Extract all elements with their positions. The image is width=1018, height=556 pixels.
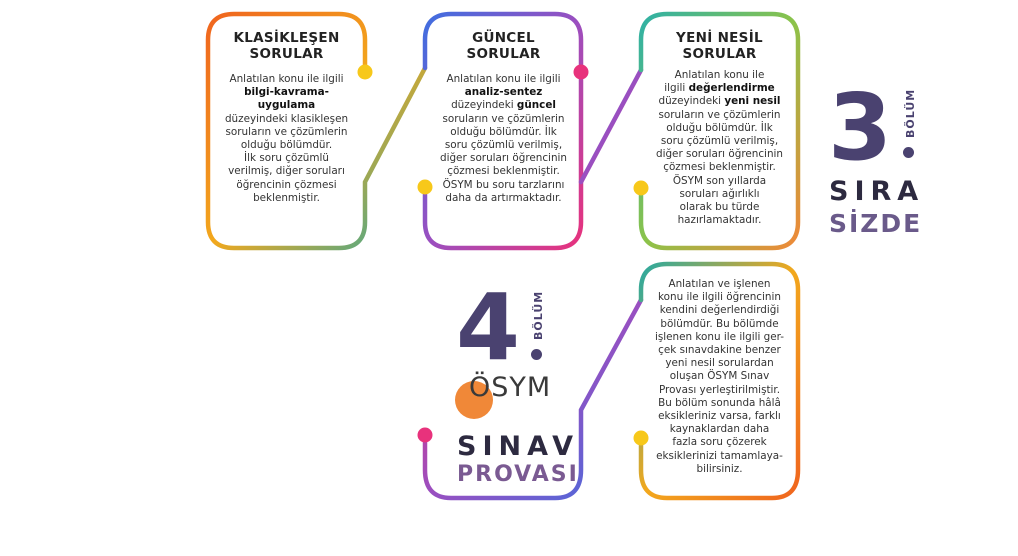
card2-title-line1: GÜNCEL: [472, 30, 535, 46]
card2-line: [431, 99, 576, 112]
card3-line: [647, 95, 792, 108]
card4-body: [647, 278, 792, 476]
card3-line: olarak bu türde: [679, 201, 760, 214]
card1-line: Anlatılan konu ile ilgili: [229, 73, 344, 85]
card2-line: Anlatılan konu ile ilgili: [446, 73, 561, 85]
section4-connector-dot: [418, 428, 433, 443]
card4-line: çek sınavdakine benzer: [658, 344, 781, 357]
card4-line: konu ile ilgili öğrencinin: [658, 291, 781, 304]
section4-word-sinav: SINAV: [457, 431, 580, 462]
card1-connector-dot: [358, 65, 373, 80]
card4-line: kendini değerlendirdiği: [659, 304, 780, 317]
card1-body: [214, 73, 359, 205]
card3-line: çözmesi beklenmiştir.: [663, 161, 776, 174]
card2-line: soru çözümlü verilmiş,: [444, 139, 563, 152]
card3-title: [647, 30, 792, 62]
card1-title: [214, 30, 359, 62]
section3-word-sira: SIRA: [829, 176, 925, 207]
card4-line: fazla soru çözerek: [672, 436, 767, 449]
card4-line: bilirsiniz.: [696, 462, 743, 475]
card3-line: [647, 82, 792, 95]
card2-line: daha da artırmaktadır.: [445, 191, 562, 204]
card2-body: [431, 73, 576, 205]
card1-title-line2: SORULAR: [249, 46, 324, 62]
card4-line: Anlatılan ve işlenen: [668, 278, 771, 290]
card3-body: [647, 69, 792, 227]
card1-title-line1: KLASİKLEŞEN: [233, 30, 340, 46]
card3-line-bold-part: değerlendirme: [688, 82, 775, 95]
card2-line: diğer soruları öğrencinin: [439, 152, 568, 165]
card2-title: [431, 30, 576, 62]
card2-line-bold: analiz-sentez: [464, 86, 543, 99]
card1-line: soruların ve çözümlerin: [225, 125, 348, 138]
card3-line: soru çözümlü verilmiş,: [660, 135, 779, 148]
section4-dot: [531, 349, 542, 360]
section3-dot: [903, 147, 914, 158]
card3-line: Anlatılan konu ile: [674, 69, 765, 81]
card3-line: olduğu bölümdür. İlk: [666, 121, 773, 134]
card4-line: yeni nesil sorulardan: [665, 357, 774, 370]
osym-logo-text: ÖSYM: [469, 372, 552, 403]
card3-line: soruların ve çözümlerin: [658, 108, 781, 121]
card3-line-part: ilgili: [664, 82, 689, 95]
card3-title-line2: SORULAR: [682, 46, 757, 62]
card4-line: kaynaklardan daha: [669, 423, 770, 436]
section4-number: 4: [456, 274, 521, 381]
card2-line-bold-part: güncel: [516, 99, 556, 112]
card4-line: bölümdür. Bu bölümde: [660, 317, 779, 330]
card3-line: diğer soruları öğrencinin: [655, 148, 784, 161]
card3-line: ÖSYM son yıllarda: [672, 174, 767, 187]
section3-word-sizde: SİZDE: [829, 209, 923, 238]
card3-title-line1: YENİ NESİL: [676, 30, 763, 46]
section3-bolum-label: BÖLÜM: [904, 88, 917, 138]
card4-line: eksikleriniz varsa, farklı: [658, 410, 781, 423]
card2-card3-link: [581, 70, 641, 182]
card2-line: olduğu bölümdür. İlk: [450, 125, 557, 138]
card4-line: Provası yerleştirilmiştir.: [658, 383, 781, 396]
section4-word-provasi: PROVASI: [457, 462, 579, 487]
section4-bolum-label: BÖLÜM: [532, 290, 545, 340]
card3-line-bold-part: yeni nesil: [724, 95, 781, 108]
card3-line: hazırlamaktadır.: [677, 214, 762, 227]
card4-line: Bu bölüm sonunda hâlâ: [658, 396, 781, 409]
card4-line: eksiklerinizi tamamlaya-: [656, 449, 783, 462]
card3-line: soruları ağırlıklı: [679, 187, 760, 200]
card1-line: beklenmiştir.: [253, 191, 320, 204]
card2-line-part: düzeyindeki: [451, 99, 517, 112]
card3-line-part: düzeyindeki: [658, 95, 725, 108]
card1-line: İlk soru çözümlü: [244, 152, 329, 165]
card4-line: işlenen konu ile ilgili ger-: [654, 330, 785, 343]
card1-line: düzeyindeki klasikleşen: [224, 112, 349, 125]
card1-line-bold: uygulama: [257, 99, 316, 112]
card1-line: verilmiş, diğer soruları: [228, 165, 345, 178]
card2-line: çözmesi beklenmiştir.: [447, 165, 560, 178]
card1-line-bold: bilgi-kavrama-: [244, 86, 329, 99]
section3-number: 3: [828, 74, 893, 181]
card2-line: ÖSYM bu soru tarzlarını: [442, 178, 565, 191]
card2-line: soruların ve çözümlerin: [442, 112, 565, 125]
card4-line: oluşan ÖSYM Sınav: [669, 370, 770, 383]
card2-title-line2: SORULAR: [466, 46, 541, 62]
card1-line: olduğu bölümdür.: [240, 139, 333, 152]
card1-line: öğrencinin çözmesi: [236, 178, 337, 191]
